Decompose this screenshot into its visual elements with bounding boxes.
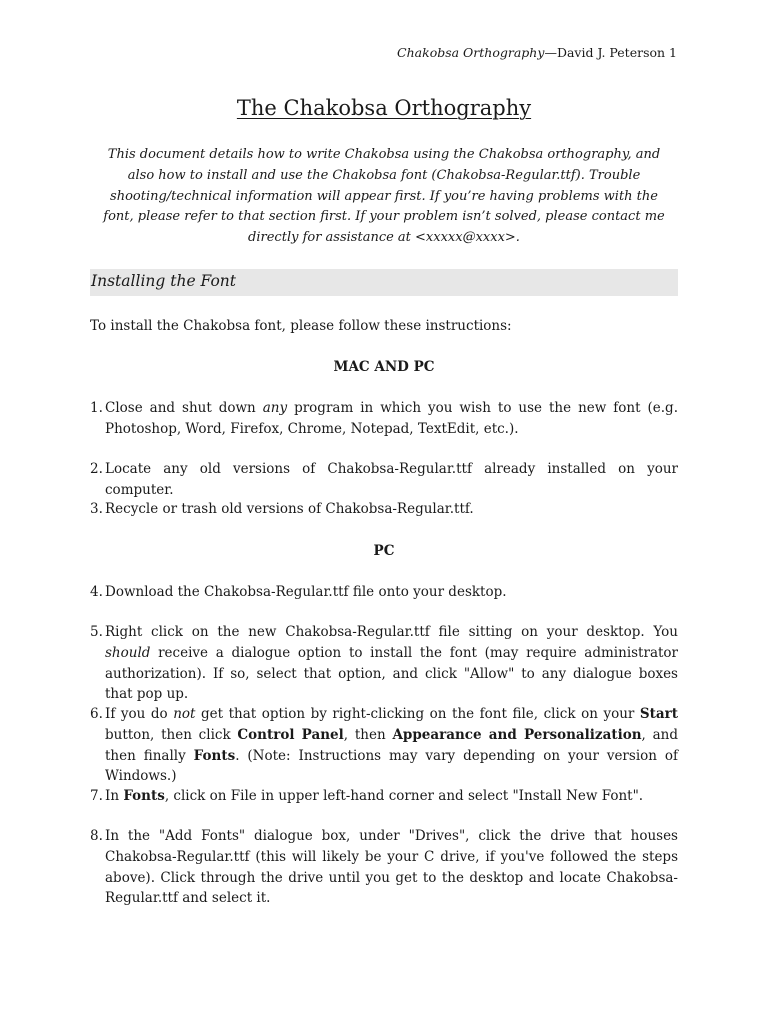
step-number: 4. — [90, 584, 103, 600]
step-8 — [90, 826, 678, 909]
step-7 — [90, 786, 678, 807]
running-title: Chakobsa Orthography — [397, 45, 545, 60]
step-text: If you do not get that option by right-clicking on the font file, click on your Start button, then click Control Panel, then Appearance and Personalization, and then finally Fonts. (Note: Instructions may vary depending on your version of Windows.) — [105, 706, 678, 785]
step-number: 5. — [90, 624, 103, 640]
step-text: Recycle or trash old versions of Chakobsa-Regular.ttf. — [105, 501, 474, 517]
step-number: 1. — [90, 400, 103, 416]
running-author: —David J. Peterson 1 — [544, 45, 677, 60]
subhead-pc: PC — [373, 543, 395, 559]
section-heading: Installing the Font — [91, 272, 236, 290]
step-text: Locate any old versions of Chakobsa-Regular.ttf already installed on your computer. — [105, 461, 678, 498]
lead-paragraph: To install the Chakobsa font, please follow these instructions: — [90, 318, 512, 334]
step-number: 8. — [90, 828, 103, 844]
step-number: 6. — [90, 706, 103, 722]
subhead-mac-and-pc: MAC AND PC — [333, 359, 435, 375]
running-header — [397, 45, 677, 60]
page-title — [0, 94, 768, 122]
step-6 — [90, 704, 678, 787]
step-4 — [90, 582, 678, 603]
page-title-text: The Chakobsa Orthography — [236, 96, 532, 120]
step-text: In the "Add Fonts" dialogue box, under "Drives", click the drive that houses Chakobsa-Regular.ttf (this will likely be your C drive, if you've followed the steps above). Click through the drive until you get to the desktop and locate Chakobsa-Regular.ttf and select it. — [105, 828, 678, 907]
step-text: Download the Chakobsa-Regular.ttf file onto your desktop. — [105, 584, 507, 600]
section-heading-bar — [90, 269, 678, 296]
step-1 — [90, 398, 678, 440]
step-number: 7. — [90, 788, 103, 804]
intro-paragraph: This document details how to write Chakobsa using the Chakobsa orthography, and also how to install and use the Chakobsa font (Chakobsa-Regular.ttf). Trouble shooting/technical information will appear first. If you’re having problems with the font, please refer to that section first. If your problem isn’t solved, please contact me directly for assistance at <xxxxx@xxxx>. — [103, 147, 665, 246]
step-2 — [90, 459, 678, 501]
step-5 — [90, 622, 678, 705]
step-3 — [90, 499, 678, 520]
step-text: Close and shut down any program in which you wish to use the new font (e.g. Photoshop, Word, Firefox, Chrome, Notepad, TextEdit, etc.). — [105, 400, 678, 437]
step-text: Right click on the new Chakobsa-Regular.ttf file sitting on your desktop. You should receive a dialogue option to install the font (may require administrator authorization). If so, select that option, and click "Allow" to any dialogue boxes that pop up. — [105, 624, 678, 703]
step-number: 3. — [90, 501, 103, 517]
step-text: In Fonts, click on File in upper left-hand corner and select "Install New Font". — [105, 788, 644, 804]
step-number: 2. — [90, 461, 103, 477]
